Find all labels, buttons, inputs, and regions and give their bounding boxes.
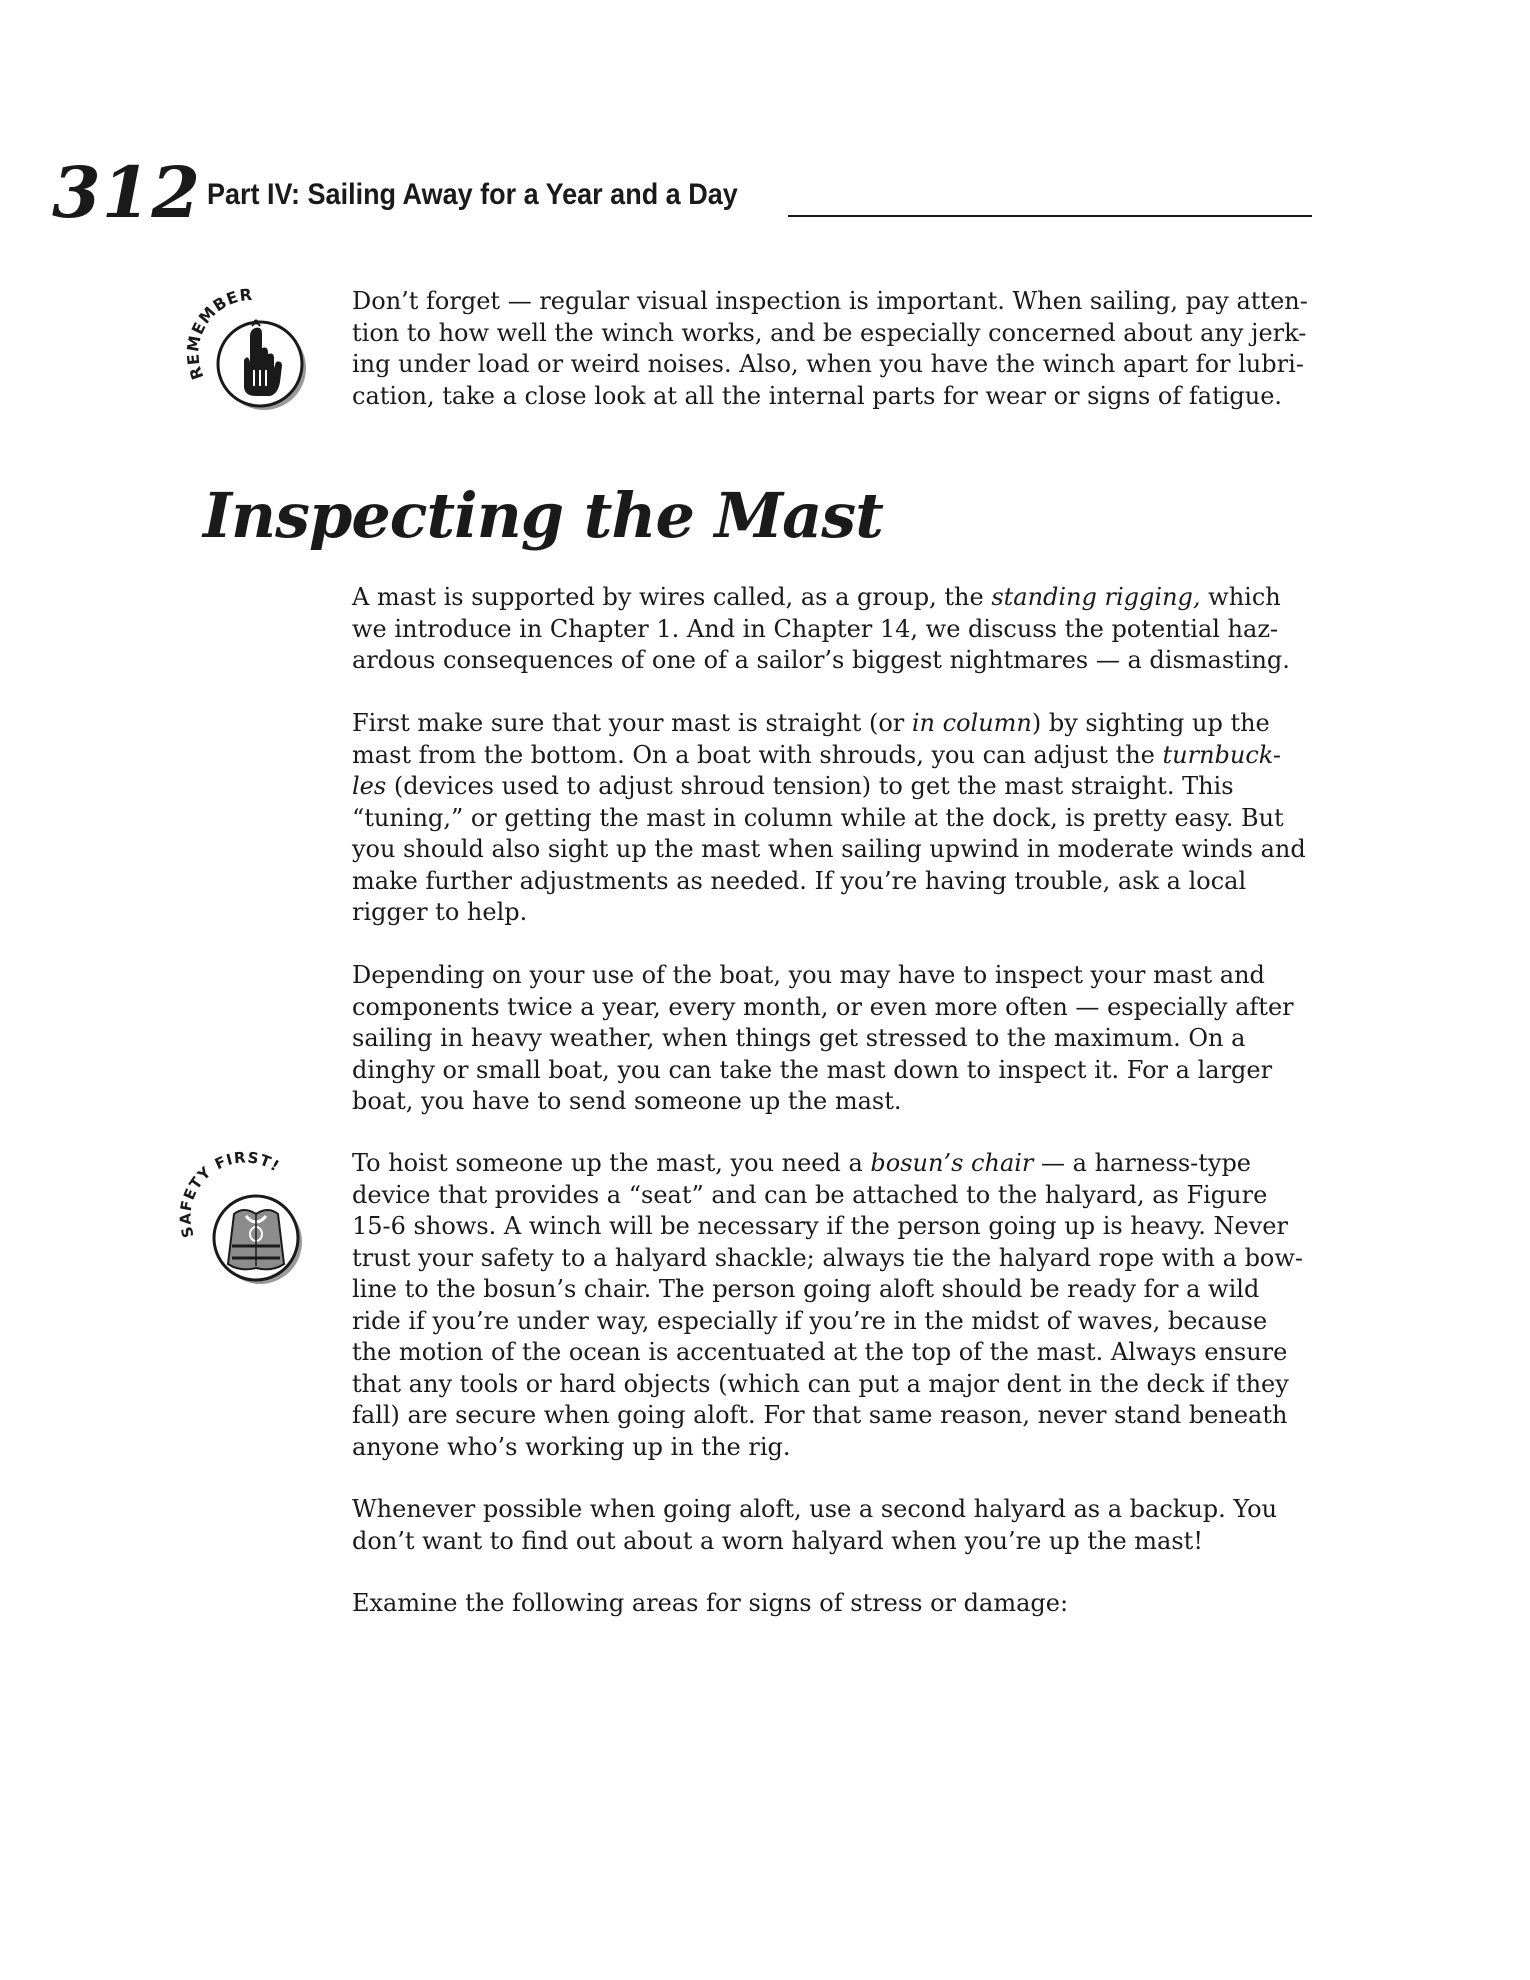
header-rule [788,215,1312,217]
safety-icon-label: SAFETY FIRST! [176,1148,284,1240]
remember-icon-label: REMEMBER [183,284,254,383]
remember-paragraph: Don’t forget — regular visual inspection is important. When sailing, pay atten- tion to how well the winch works, and be especially concerned about any jerk- ing under load or weird noises. Also, when you have the winch apart for lubri- cation, take a close look at all the internal parts for wear or signs of fatigue. [352,287,1308,410]
paragraph-bosuns-chair: To hoist someone up the mast, you need a bosun’s chair — a harness-type device that provides a “seat” and can be attached to the halyard, as Figure 15-6 shows. A winch will be necessary if the person going up is heavy. Never trust your safety to a halyard shackle; always tie the halyard rope with a bow- line to the bosun’s chair. The person going aloft should be ready for a wild ride if you’re under way, especially if you’re in the midst of waves, because the motion of the ocean is accentuated at the top of the mast. Always ensure that any tools or hard objects (which can put a major dent in the deck if they fall) are secure when going aloft. For that same reason, never stand beneath anyone who’s working up in the rig. [352,1149,1304,1461]
page-number: 312 [52,151,202,234]
paragraph-examine-areas: Examine the following areas for signs of stress or damage: [352,1589,1069,1617]
paragraph-second-halyard: Whenever possible when going aloft, use a second halyard as a backup. You don’t want to find out about a worn halyard when you’re up the mast! [352,1495,1278,1555]
section-heading: Inspecting the Mast [203,479,883,552]
paragraph-mast-straight: First make sure that your mast is straight (or in column) by sighting up the mast from the bottom. On a boat with shrouds, you can adjust the turnbuck- les (devices used to adjust shroud tension) to get the mast straight. This “tuning,” or getting the mast in column while at the dock, is pretty easy. But you should also sight up the mast when sailing upwind in moderate winds and make further adjustments as needed. If you’re having trouble, ask a local rigger to help. [352,709,1306,926]
running-head: Part IV: Sailing Away for a Year and a Day [207,178,738,211]
paragraph-inspection-frequency: Depending on your use of the boat, you may have to inspect your mast and components twice a year, every month, or even more often — especially after sailing in heavy weather, when things get stressed to the maximum. On a dinghy or small boat, you can take the mast down to inspect it. For a larger boat, you have to send someone up the mast. [352,961,1294,1115]
safety-first-icon [176,1148,324,1298]
paragraph-standing-rigging: A mast is supported by wires called, as a group, the standing rigging, which we introduce in Chapter 1. And in Chapter 14, we discuss the potential haz- ardous consequences of one of a sailor’s biggest nightmares — a dismasting. [352,583,1290,674]
remember-icon [182,282,322,422]
